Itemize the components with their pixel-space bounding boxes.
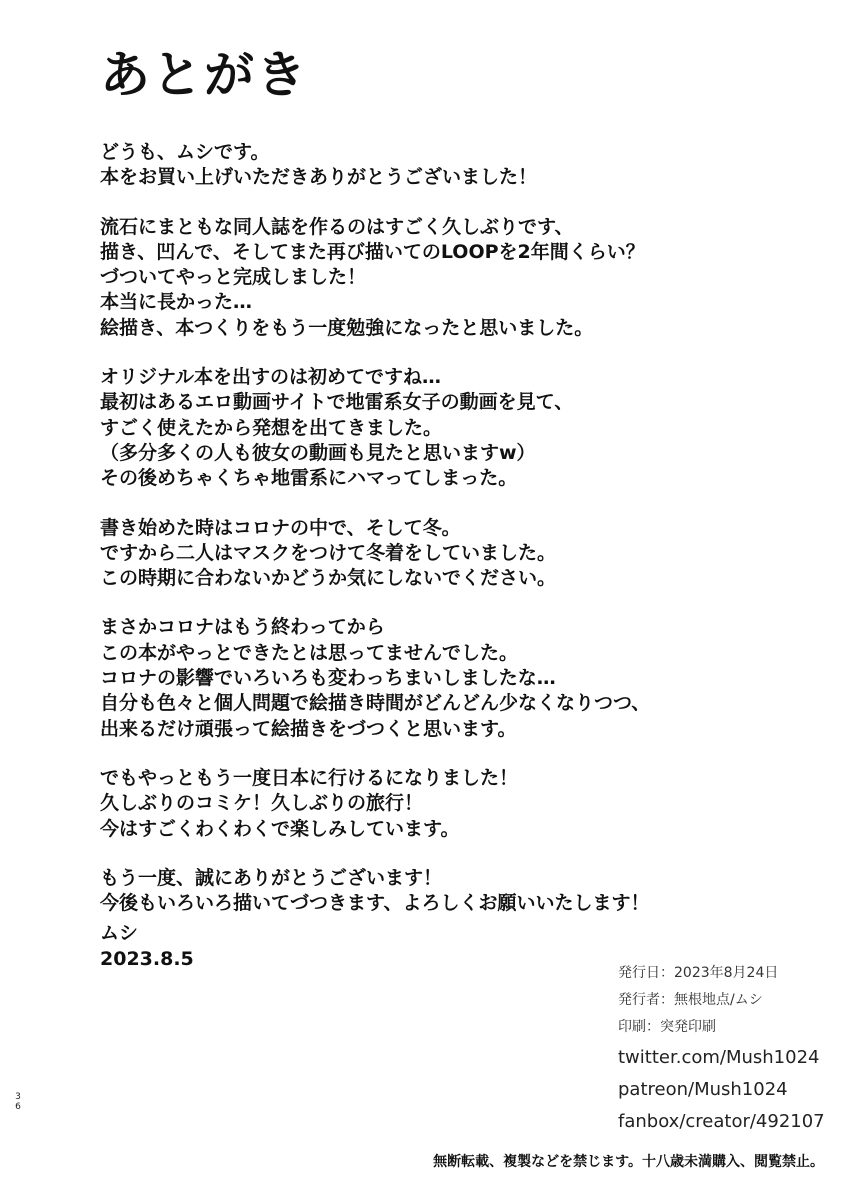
- colophon: [618, 960, 825, 1137]
- signature: [100, 920, 194, 972]
- paragraph: [100, 615, 820, 741]
- text-line: すごく使えたから発想を出てきました。: [100, 416, 443, 439]
- text-line: 最初はあるエロ動画サイトで地雷系女子の動画を見て、: [100, 391, 574, 414]
- text-line: この本がやっとできたとは思ってませんでした。: [100, 641, 519, 664]
- paragraph: [100, 516, 820, 592]
- page-number-digit: 6: [15, 1102, 21, 1112]
- text-line: この時期に合わないかどうか気にしないでください。: [100, 567, 557, 590]
- text-line: どうも、ムシです。: [100, 141, 270, 163]
- paragraph: [100, 766, 820, 842]
- text-line: 本をお買い上げいただきありがとうございました！: [100, 166, 538, 189]
- text-line: でもやっともう一度日本に行けるになりました！: [100, 766, 519, 789]
- afterword-body: [100, 140, 820, 940]
- author-name: ムシ: [100, 922, 139, 944]
- printer: 印刷：突発印刷: [618, 1019, 716, 1035]
- text-line: 出来るだけ頑張って絵描きをづつくと思います。: [100, 717, 517, 740]
- text-line: 今後もいろいろ描いてづつきます、よろしくお願いいたします！: [100, 892, 650, 915]
- text-line: オリジナル本を出すのは初めてですね…: [100, 366, 442, 389]
- text-line: 絵描き、本つくりをもう一度勉強になったと思いました。: [100, 316, 594, 339]
- page-title: あとがき: [100, 46, 308, 104]
- patreon-link: patreon/Mush1024: [618, 1079, 788, 1100]
- text-line: まさかコロナはもう終わってから: [100, 616, 385, 639]
- text-line: （多分多くの人も彼女の動画も見たと思いますw）: [100, 441, 536, 464]
- text-line: づついてやっと完成しました！: [100, 266, 367, 289]
- page-number: [14, 1092, 22, 1112]
- text-line: 書き始めた時はコロナの中で、そして冬。: [100, 516, 461, 539]
- text-line: もう一度、誠にありがとうございます！: [100, 866, 443, 889]
- text-line: 自分も色々と個人問題で絵描き時間がどんどん少なくなりつつ、: [100, 692, 651, 715]
- paragraph: [100, 866, 820, 917]
- twitter-link: twitter.com/Mush1024: [618, 1047, 820, 1068]
- text-line: 今はすごくわくわくで楽しみしています。: [100, 817, 460, 840]
- text-line: 流石にまともな同人誌を作るのはすごく久しぶりです、: [100, 215, 574, 238]
- text-line: コロナの影響でいろいろも変わっちまいしましたな…: [100, 667, 556, 690]
- paragraph: [100, 215, 820, 341]
- fanbox-link: fanbox/creator/492107: [618, 1111, 825, 1132]
- copyright-notice: 無断転載、複製などを禁じます。十八歳未満購入、閲覧禁止。: [433, 1154, 824, 1170]
- text-line: 本当に長かった…: [100, 291, 253, 314]
- text-line: 描き、凹んで、そしてまた再び描いてのLOOPを2年間くらい？: [100, 240, 645, 263]
- paragraph: [100, 365, 820, 491]
- text-line: ですから二人はマスクをつけて冬着をしていました。: [100, 541, 557, 564]
- signature-date: 2023.8.5: [100, 948, 194, 970]
- paragraph: [100, 140, 820, 191]
- page-number-digit: 3: [15, 1092, 21, 1102]
- publisher: 発行者：無根地点/ムシ: [618, 992, 763, 1008]
- text-line: 久しぶりのコミケ！久しぶりの旅行！: [100, 792, 424, 815]
- issue-date: 発行日：2023年8月24日: [618, 965, 779, 981]
- text-line: その後めちゃくちゃ地雷系にハマってしまった。: [100, 467, 518, 490]
